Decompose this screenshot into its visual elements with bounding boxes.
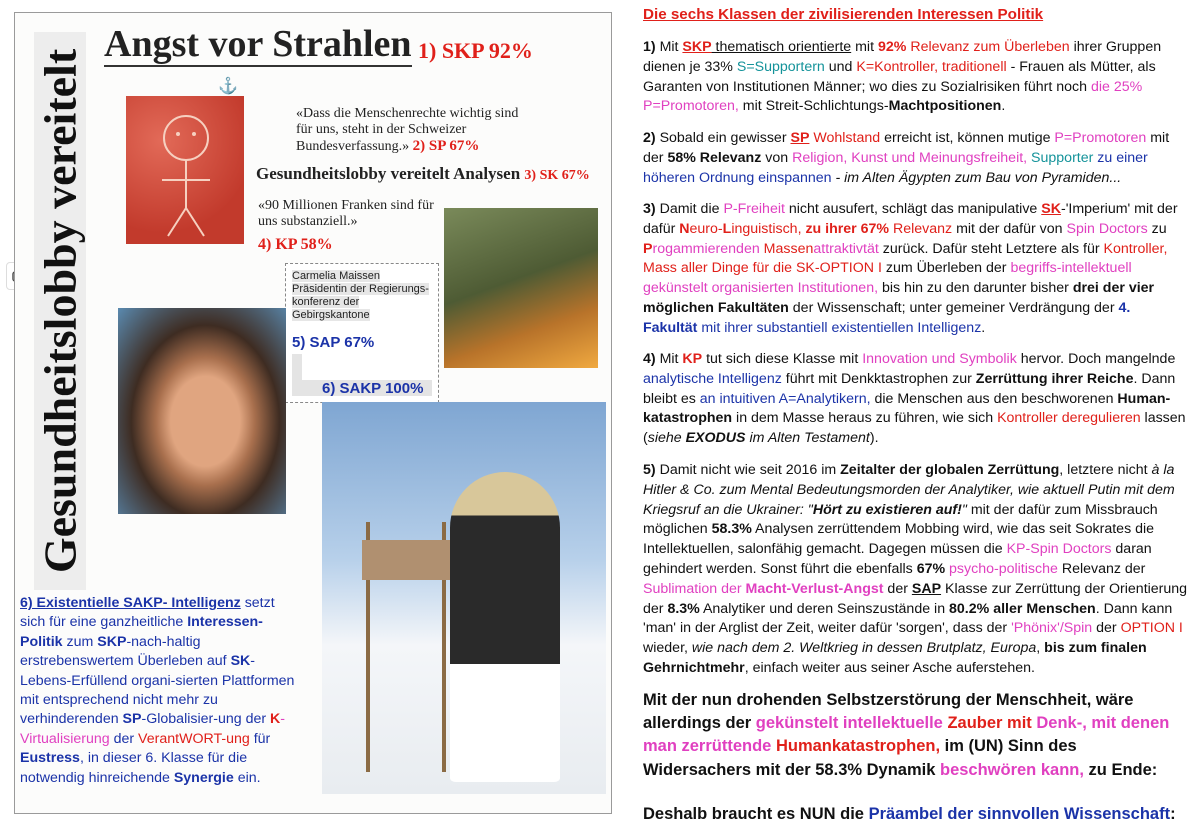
caption-line: Gebirgskantone (292, 309, 370, 321)
left-text-block: 6) Existentielle SAKP- Intelligenz setzt sich für eine ganzheitliche Interessen-Politik zum SKP-nach-haltig erstrebenswertem Überleben auf SK-Lebens-Erfüllend organi-sierten Plattformen mit entsprechend nicht mehr zu verhinderenden SP-Globalisier-ung der K-Virtualisierung der VerantWORT-ung für Eustress, in dieser 6. Klasse für die notwendig hinreichende Synergie ein. (20, 595, 295, 786)
paragraph-3: 3) Damit die P-Freiheit nicht ausufert, schlägt das manipulative SK-'Imperium' mit der dafür Neuro-Linguistisch, zu ihrer 67% Relevanz mit der dafür von Spin Doctors zu Progammierenden Massenattraktivtät zurück. Dafür steht Letztere als für Kontroller, Mass aller Dinge für die SK-OPTION I zum Überleben der begriffs-intellektuell gekünstelt organisierten Institutionen, bis hin zu den darunter bisher drei der vier möglichen Fakultäten der Wissenschaft; unter gemeiner Verdrängung der 4. Fakultät mit ihrer substantiell existentiellen Intelligenz. (643, 201, 1178, 336)
caption-line: Präsidentin der Regierungs- (292, 283, 429, 295)
quote-franken: «90 Millionen Franken sind für uns substanziell.» (258, 198, 434, 229)
subheadline: Gesundheitslobby vereitelt Analysen 3) SK 67% (256, 164, 590, 183)
headline: Angst vor Strahlen (104, 23, 412, 65)
smiling-man-photo (118, 308, 286, 514)
side-title: Gesundheitslobby vereitelt (34, 32, 86, 590)
sakp-tag: 6) SAKP 100% (322, 380, 424, 397)
paragraph-2: 2) Sobald ein gewisser SP Wohlstand erreicht ist, können mutige P=Promotoren mit der 58% Relevanz von Religion, Kunst und Meinungsfreiheit, Supporter zu einer höheren Ordnung einspannen - im Alten Ägypten zum Bau von Pyramiden... (643, 130, 1170, 186)
paragraph-1: 1) Mit SKP thematisch orientierte mit 92% Relevanz zum Überleben ihrer Gruppen dienen je 33% S=Supportern und K=Kontroller, traditionell - Frauen als Mütter, als Garanten von Institutionen Männer; wo dies zu Sozialrisiken führt noch die 25% P=Promotoren, mit Streit-Schlichtungs-Machtpositionen. (643, 39, 1162, 115)
quote-human-rights: «Dass die Menschenrechte wichtig sind für uns, steht in der Schweizer Bundesverfassung.» 2) SP 67% (296, 106, 519, 154)
caption-line: konferenz der (292, 296, 360, 308)
headline-tag: 1) SKP 92% (418, 38, 533, 63)
caption-line: Carmelia Maissen (292, 270, 381, 282)
kp-tag: 4) KP 58% (258, 236, 333, 253)
painter-in-snow-photo (322, 402, 606, 794)
caption-box (285, 263, 439, 403)
gray-bar (292, 354, 302, 382)
final-statement: Deshalb braucht es NUN die Präambel der sinnvollen Wissenschaft: (643, 805, 1176, 823)
paragraph-5: 5) Damit nicht wie seit 2016 im Zeitalter der globalen Zerrüttung, letztere nicht à la Hitler & Co. zum Mental Bedeutungsmorden der Analytiker, wie aktuell Putin mit dem Kriegsruf an die Ukrainer: "Hört zu existieren auf!" mit der dafür zum Missbrauch möglichen 58.3% Analysen zerrüttendem Mobbing wird, wie das seit Sokrates die Intellektuellen, salonfähig gemacht. Dagegen müssen die KP-Spin Doctors daran gehindert werden. Sonst führt die ebenfalls 67% psycho-politische Relevanz der Sublimation der Macht-Verlust-Angst der SAP Klasse zur Zerrüttung der Orientierung der 8.3% Analytiker und deren Seinszustände in 80.2% aller Menschen. Dann kann 'man' in der Arglist der Zeit, weiter dafür 'sorgen', dass der 'Phönix'/Spin der OPTION I wieder, wie nach dem 2. Weltkrieg in dessen Brutplatz, Europa, bis zum finalen Gehrnichtmehr, einfach weiter aus seiner Asche auferstehen. (643, 462, 1188, 676)
closing-statement: Mit der nun drohenden Selbstzerstörung der Menschheit, wäre allerdings der gekünstelt intellektuelle Zauber mit Denk-, mit denen man zerrüttende Humankatastrophen, im (UN) Sinn des Widersachers mit der 58.3% Dynamik beschwören kann, zu Ende: (643, 691, 1170, 779)
paragraph-4: 4) Mit KP tut sich diese Klasse mit Innovation und Symbolik hervor. Doch mangelnde analytische Intelligenz führt mit Denkktastrophen zur Zerrüttung ihrer Reiche. Dann bleibt es an intuitiven A=Analytikern, die Menschen aus den beschworenen Human-katastrophen in dem Masse heraus zu führen, wie sich Kontroller deregulieren lassen (siehe EXODUS im Alten Testament). (643, 351, 1186, 447)
page-heading: Die sechs Klassen der zivilisierenden Interessen Politik (643, 6, 1044, 23)
sap-tag: 5) SAP 67% (292, 334, 375, 351)
anchor-icon: ⚓ (218, 78, 238, 95)
woman-figure (450, 472, 560, 782)
easel (366, 522, 446, 772)
cameraman-photo (444, 208, 598, 368)
red-drawing-image (126, 96, 244, 244)
